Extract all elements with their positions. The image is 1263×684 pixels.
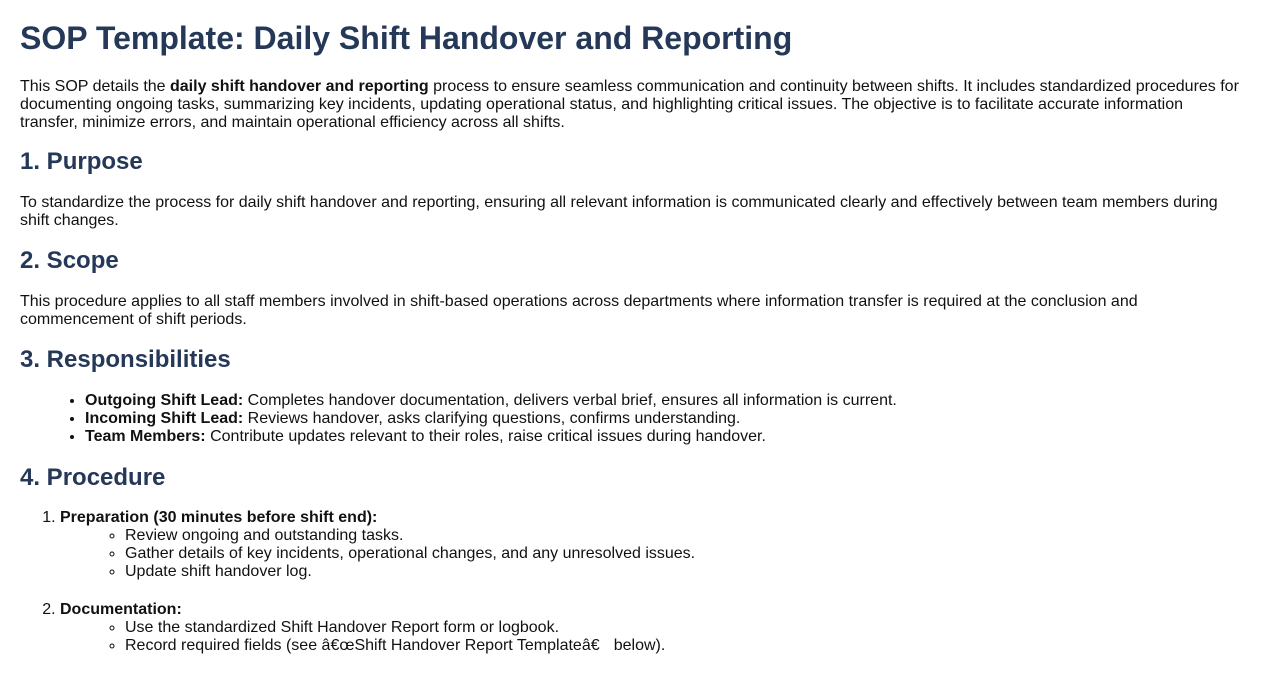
purpose-heading: 1. Purpose	[20, 148, 143, 175]
responsibility-desc: Contribute updates relevant to their roles, raise critical issues during handover.	[205, 428, 766, 445]
procedure-substep: ◦ Use the standardized Shift Handover Report form or logbook.	[125, 619, 1243, 637]
responsibility-role: Incoming Shift Lead:	[85, 410, 244, 427]
intro-bold-text: daily shift handover and reporting	[170, 78, 429, 95]
scope-paragraph: This procedure applies to all staff members involved in shift-based operations across departments where information transfer is required at the conclusion and commencement of shift periods.	[20, 293, 1138, 328]
intro-paragraph	[20, 78, 1243, 132]
procedure-substeps-list	[60, 527, 1243, 581]
procedure-step-title: Preparation (30 minutes before shift end):	[60, 509, 378, 526]
procedure-substep: ◦ Update shift handover log.	[125, 563, 1243, 581]
procedure-step	[60, 509, 1243, 581]
responsibility-item	[85, 410, 1243, 428]
procedure-heading: 4. Procedure	[20, 464, 166, 491]
responsibilities-list	[20, 392, 1243, 446]
responsibility-desc: Completes handover documentation, delivers verbal brief, ensures all information is current.	[243, 392, 897, 409]
procedure-substep: ◦ Review ongoing and outstanding tasks.	[125, 527, 1243, 545]
responsibility-role: Team Members:	[85, 428, 206, 445]
scope-heading: 2. Scope	[20, 247, 119, 274]
procedure-step	[60, 601, 1243, 655]
responsibility-item	[85, 392, 1243, 410]
purpose-paragraph: To standardize the process for daily shift handover and reporting, ensuring all relevant information is communicated clearly and effectively between team members during shift changes.	[20, 194, 1218, 229]
procedure-substeps-list	[60, 619, 1243, 655]
procedure-step-title: Documentation:	[60, 601, 182, 618]
procedure-substep: ◦ Gather details of key incidents, operational changes, and any unresolved issues.	[125, 545, 1243, 563]
responsibility-role: Outgoing Shift Lead:	[85, 392, 244, 409]
page-title: SOP Template: Daily Shift Handover and Reporting	[20, 20, 793, 56]
intro-text-after: process to ensure seamless communication and continuity between shifts. It includes standardized procedures for documenting ongoing tasks, summarizing key incidents, updating operational status, and highlighting critical issues. The objective is to facilitate accurate information transfer, minimize errors, and maintain operational efficiency across all shifts.	[20, 78, 1239, 131]
responsibility-desc: Reviews handover, asks clarifying questions, confirms understanding.	[243, 410, 741, 427]
responsibility-item	[85, 428, 1243, 446]
procedure-substep: ◦ Record required fields (see â€œShift Handover Report Templateâ€ below).	[125, 637, 1243, 655]
intro-text-before: This SOP details the	[20, 78, 170, 95]
procedure-steps-list	[20, 509, 1243, 655]
responsibilities-heading: 3. Responsibilities	[20, 346, 231, 373]
